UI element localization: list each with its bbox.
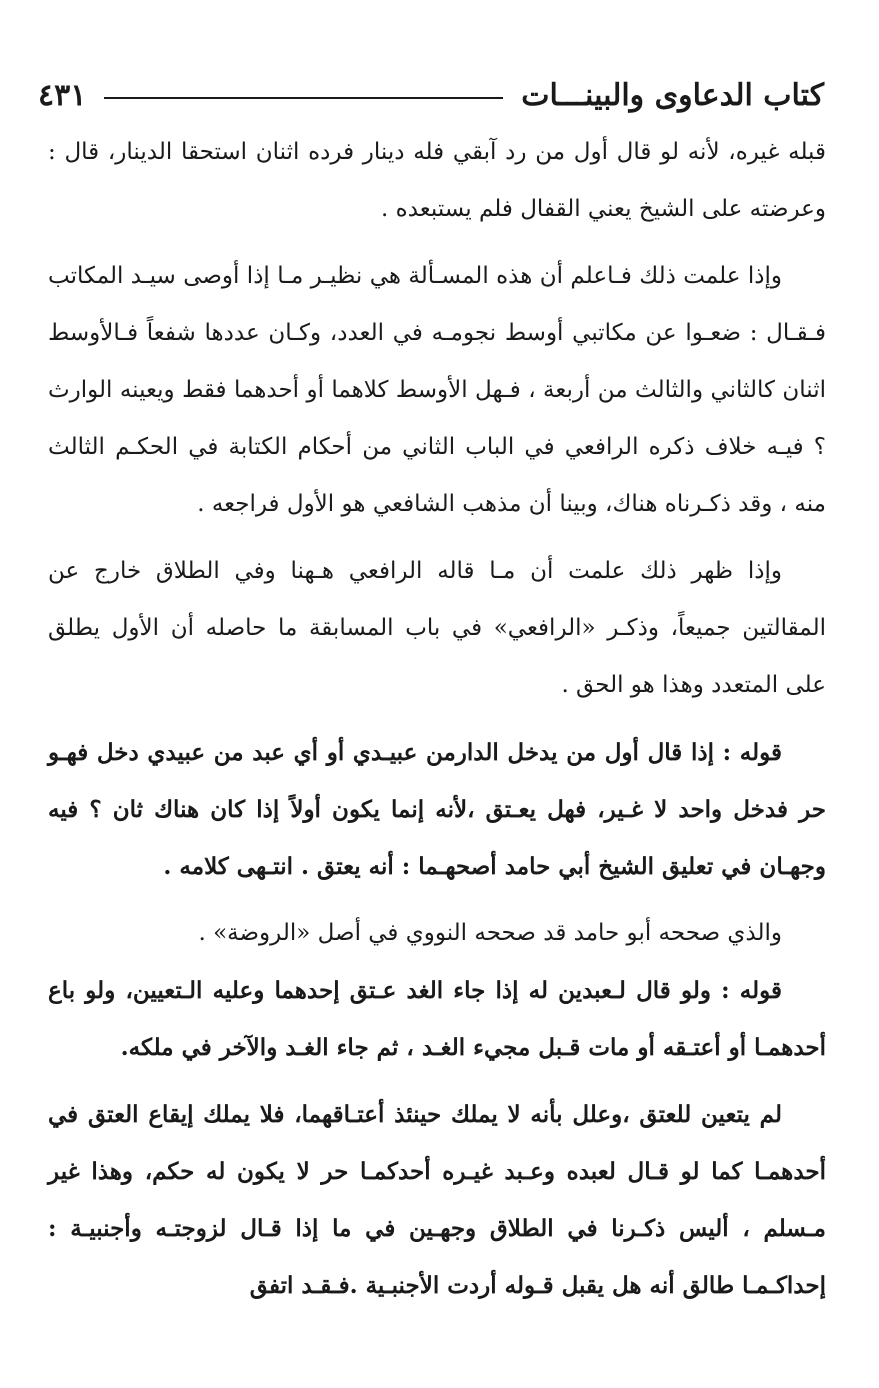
- paragraph-3: وإذا ظهر ذلك علمت أن مـا قاله الرافعي هـهنا وفي الطلاق خارج عن المقالتين جميعاً، وذكـر «الرافعي» في باب المسابقة ما حاصله أن الأول يطلق على المتعدد وهذا هو الحق .: [48, 558, 826, 698]
- paragraph-6-quote: قوله : ولو قال لـعبدين له إذا جاء الغد عـتق إحدهما وعليه الـتعيين، ولو باع أحدهمـا أو أعتـقه أو مات قـبل مجيء الغـد ، ثم جاء الغـد والآخر في ملكه.: [48, 977, 826, 1061]
- page-number: ٤٣١: [38, 77, 87, 113]
- paragraph-1: قبله غيره، لأنه لو قال أول من رد آبقي فله دينار فرده اثنان استحقا الدينار، قال : وعرضته على الشيخ يعني القفال فلم يستبعده .: [48, 139, 826, 222]
- paragraph-5: والذي صححه أبو حامد قد صححه النووي في أصل «الروضة» .: [198, 920, 782, 946]
- body-text: [48, 124, 826, 1314]
- paragraph-4-quote: قوله : إذا قال أول من يدخل الدارمن عبيـدي أو أي عبد من عبيدي دخل فهـو حر فدخل واحد لا غـير، فهل يعـتق ،لأنه إنما يكون أولاً إذا كان هناك ثان ؟ فيه وجهـان في تعليق الشيخ أبي حامد أصحهـما : أنه يعتق . انتـهى كلامه .: [48, 739, 826, 880]
- paragraph-7: لم يتعين للعتق ،وعلل بأنه لا يملك حينئذ أعتـاقهما، فلا يملك إيقاع العتق في أحدهمـا كما لو قـال لعبده وعـبد غيـره أحدكمـا حر لا يكون له حكم، وهذا غير مـسلم ، أليس ذكـرنا في الطلاق وجهـين في ما إذا قـال لزوجتـه وأجنبيـة : إحداكـمـا طالق أنه هل يقبل قـوله أردت الأجنبـية .فـقـد اتفق: [48, 1101, 826, 1299]
- header-rule: [104, 97, 503, 99]
- running-header: [38, 68, 824, 122]
- paragraph-2: وإذا علمت ذلك فـاعلم أن هذه المسـألة هي نظيـر مـا إذا أوصى سيـد المكاتب فـقـال : ضعـوا عن مكاتبي أوسط نجومـه في العدد، وكـان عددها شفعاً فـالأوسط اثنان كالثاني والثالث من أربعة ، فـهل الأوسط كلاهما أو أحدهما فقط ويعينه الوارث ؟ فيـه خلاف ذكره الرافعي في الباب الثاني من أحكام الكتابة في الحكـم الثالث منه ، وقد ذكـرناه هناك، وبينا أن مذهب الشافعي هو الأول فراجعه .: [48, 263, 826, 517]
- book-title: كتاب الدعاوى والبينـــات: [521, 77, 824, 113]
